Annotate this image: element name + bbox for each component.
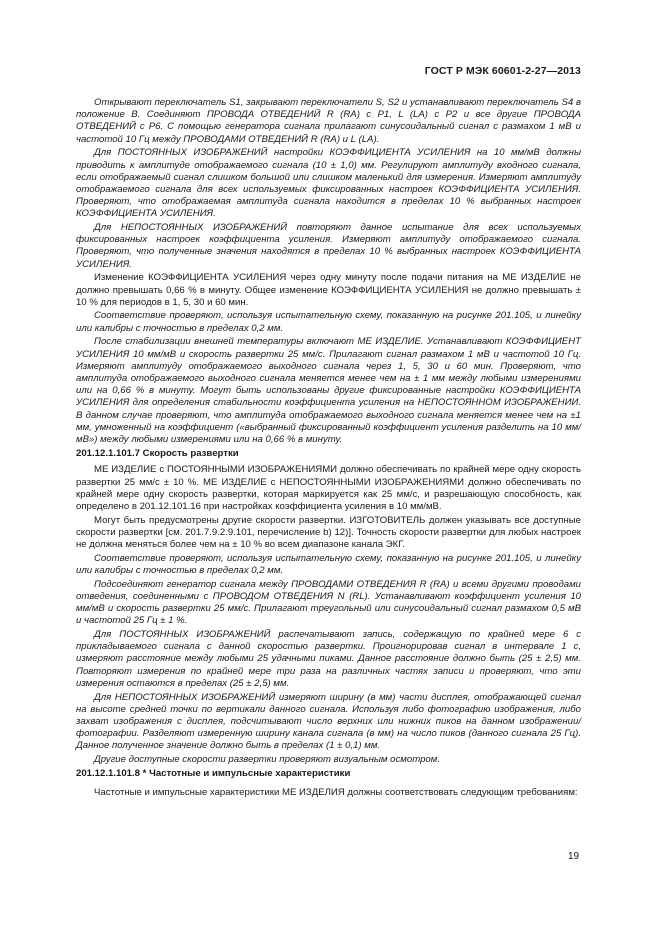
paragraph-fixed-display-gain: Для ПОСТОЯННЫХ ИЗОБРАЖЕНИЙ настройки КОЭФФИЦИЕНТА УСИЛЕНИЯ на 10 мм/мВ должны приводить к амплитуде отображаемого сигнала (10 ± 1,0) мм. Регулируют амплитуду входного сигнала, если отображаемый сигнал слишком большой или слишком маленький для измерения. Измеряют амплитуду отображаемого сигнала для всех используемых фиксированных настроек КОЭФФИЦИЕНТА УСИЛЕНИЯ. Проверяют, что отображаемая амплитуда сигнала находится в пределах 10 % выбранных настроек КОЭФФИЦИЕНТА УСИЛЕНИЯ.	[76, 147, 581, 220]
document-header: ГОСТ Р МЭК 60601-2-27—2013	[424, 65, 581, 77]
paragraph-nonfixed-display-sweep-test: Для НЕПОСТОЯННЫХ ИЗОБРАЖЕНИЙ измеряют ширину (в мм) части дисплея, отображающей сигнал на высоте средней точки по вертикали данного сигнала. Используя либо фотографию изображения, либо захват изображения с дисплея, подсчитывают число верхних или нижних пиков на данном изображении/фотографии. Разделяют измеренную ширину канала сигнала (в мм) на число пиков (данного сигнала 25 Гц). Данное полученное значение должно быть в пределах (1 ± 0,1) мм.	[76, 691, 581, 752]
paragraph-switch-setup: Открывают переключатель S1, закрывают переключатели S, S2 и устанавливают переключатель S4 в положение B. Соединяют ПРОВОДА ОТВЕДЕНИЙ R (RA) с P1, L (LA) с P2 и все другие ПРОВОДА ОТВЕДЕНИЙ с P6. С помощью генератора сигнала прилагают синусоидальный сигнал с размахом 1 мВ и частотой 10 Гц между ПРОВОДАМИ ОТВЕДЕНИЙ R (RA) и L (LA).	[76, 97, 581, 145]
paragraph-sweep-speed-requirement: МЕ ИЗДЕЛИЕ с ПОСТОЯННЫМИ ИЗОБРАЖЕНИЯМИ должно обеспечивать по крайней мере одну скорость развертки 25 мм/с ± 10 %. МЕ ИЗДЕЛИЕ с НЕПОСТОЯННЫМИ ИЗОБРАЖЕНИЯМИ должно обеспечивать по крайней мере одну скорость развертки, которая маркируется как 25 мм/с, и разрешающую способность, как определено в 201.12.101.16 при настройках коэффициента усиления в 10 мм/мВ.	[76, 464, 581, 512]
paragraph-compliance-check-1: Соответствие проверяют, используя испытательную схему, показанную на рисунке 201.105, и линейку или калибры с точностью в пределах 0,2 мм.	[76, 310, 581, 334]
paragraph-other-sweep-speeds: Могут быть предусмотрены другие скорости развертки. ИЗГОТОВИТЕЛЬ должен указывать все доступные скорости развертки [см. 201.7.9.2.9.101, перечисление b) 12)]. Точность скорости развертки для любых настроек не должна меняться более чем на ± 10 % во всем диапазоне канала ЭКГ.	[76, 514, 581, 551]
paragraph-gain-stability-test: После стабилизации внешней температуры включают МЕ ИЗДЕЛИЕ. Устанавливают КОЭФФИЦИЕНТ УСИЛЕНИЯ 10 мм/мВ и скорость развертки 25 мм/с. Прилагают сигнал размахом 1 мВ и частотой 10 Гц. Измеряют амплитуду отображаемого выходного сигнала через 1, 5, 30 и 60 мин. Проверяют, что амплитуда отображаемого выходного сигнала меняется менее чем на ± 1 мм между любыми измерениями или на 0,66 % в минуту. Могут быть использованы другие фиксированные настройки КОЭФФИЦИЕНТА УСИЛЕНИЯ для определения стабильности коэффициента усиления на НЕПОСТОЯННОМ ИЗОБРАЖЕНИИ. В данном случае проверяют, что амплитуда отображаемого выходного сигнала меняется менее чем на ±1 мм, умноженный на коэффициент («выбранный фиксированный коэффициент усиления разделить на 10 мм/мВ») между любыми измерениями или на 0,66 % в минуту.	[76, 336, 581, 445]
document-body	[76, 97, 581, 801]
section-heading-sweep-speed: 201.12.1.101.7 Скорость развертки	[76, 448, 239, 460]
paragraph-nonfixed-display-gain: Для НЕПОСТОЯННЫХ ИЗОБРАЖЕНИЙ повторяют данное испытание для всех используемых фиксированных настроек коэффициента усиления. Измеряют амплитуду отображаемого сигнала. Проверяют, что полученные значения находятся в пределах 10 % выбранных настроек КОЭФФИЦИЕНТА УСИЛЕНИЯ.	[76, 222, 581, 270]
section-heading-frequency-response: 201.12.1.101.8 * Частотные и импульсные характеристики	[76, 768, 351, 780]
page-number: 19	[568, 851, 580, 862]
paragraph-signal-generator-connection: Подсоединяют генератор сигнала между ПРОВОДАМИ ОТВЕДЕНИЯ R (RA) и всеми другими проводами отведения, соединенными с ПРОВОДОМ ОТВЕДЕНИЯ N (RL). Устанавливают коэффициент усиления 10 мм/мВ и скорость развертки 25 мм/с. Прилагают треугольный или синусоидальный сигнал размахом 0,5 мВ и частотой 25 Гц ± 1 %.	[76, 578, 581, 627]
paragraph-compliance-check-2: Соответствие проверяют, используя испытательную схему, показанную на рисунке 201.105, и линейку или калибры с точностью в пределах 0,2 мм.	[76, 552, 581, 577]
paragraph-visual-inspection: Другие доступные скорости развертки проверяют визуальным осмотром.	[94, 754, 440, 766]
paragraph-fixed-display-sweep-test: Для ПОСТОЯННЫХ ИЗОБРАЖЕНИЙ распечатывают запись, содержащую по крайней мере 6 с прикладываемого сигнала с данной скоростью развертки. Проигнорировав сигнал в интервале 1 с, измеряют расстояние между любыми 25 удачными пиками. Данное расстояние должно быть (25 ± 2,5) мм. Повторяют измерения по крайней мере три раза на различных частях записи и проверяют, что эти измерения остаются в пределах (25 ± 2,5) мм.	[76, 629, 581, 689]
paragraph-frequency-requirements: Частотные и импульсные характеристики МЕ ИЗДЕЛИЯ должны соответствовать следующим требованиям:	[94, 787, 578, 799]
paragraph-gain-change-requirement: Изменение КОЭФФИЦИЕНТА УСИЛЕНИЯ через одну минуту после подачи питания на МЕ ИЗДЕЛИЕ не должно превышать 0,66 % в минуту. Общее изменение КОЭФФИЦИЕНТА УСИЛЕНИЯ не должно превышать ± 10 % для периодов в 1, 5, 30 и 60 мин.	[76, 272, 581, 308]
